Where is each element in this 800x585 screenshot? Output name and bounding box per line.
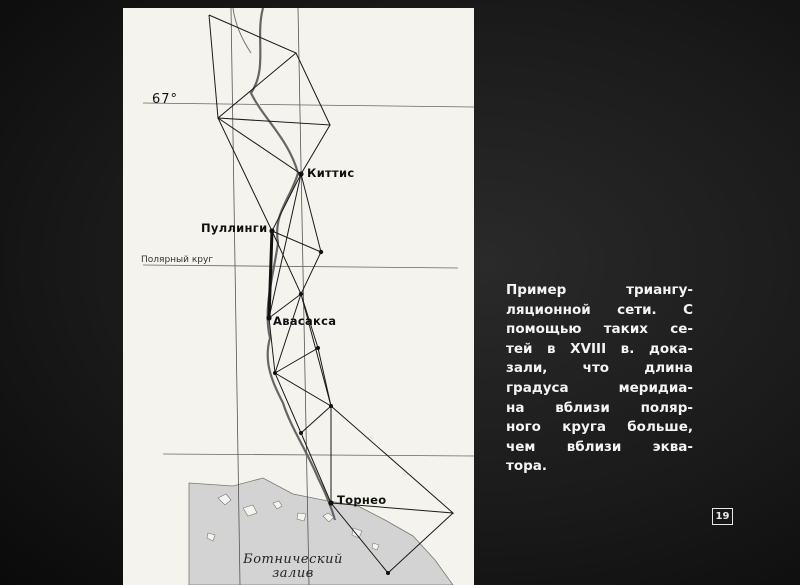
caption-line: Пример триангу-: [506, 282, 693, 298]
gulf-label: [228, 553, 358, 581]
caption-line: ляционной сети. С: [506, 301, 693, 318]
caption-line: тей в XVIII в. дока-: [506, 340, 693, 357]
caption-line: зали, что длина: [506, 360, 693, 377]
caption-line: помощью таких се-: [506, 321, 693, 338]
city-label-kittis: Киттис: [307, 166, 355, 180]
city-label-torneo: Торнео: [337, 493, 387, 507]
frame-number-badge: 19: [712, 508, 733, 525]
caption-text: [506, 281, 693, 477]
city-label-avasaksa: Авасакса: [273, 314, 337, 328]
gulf-label-line: залив: [272, 566, 314, 581]
caption-line: ного круга больше,: [506, 419, 693, 436]
caption-line: тора.: [506, 458, 548, 475]
polar-circle-label: Полярный круг: [141, 255, 214, 265]
city-label-pullingi: Пуллинги: [201, 221, 268, 235]
parallel-lines: [143, 103, 474, 456]
caption-line: на вблизи поляр-: [506, 399, 693, 416]
latitude-label: 67°: [152, 92, 179, 107]
tornio-river: [251, 8, 335, 520]
triangulation-map: [123, 8, 474, 585]
caption-line: чем вблизи эква-: [506, 438, 693, 455]
caption-line: градуса меридиа-: [506, 379, 693, 396]
gulf-label-line: Ботнический: [243, 552, 343, 567]
